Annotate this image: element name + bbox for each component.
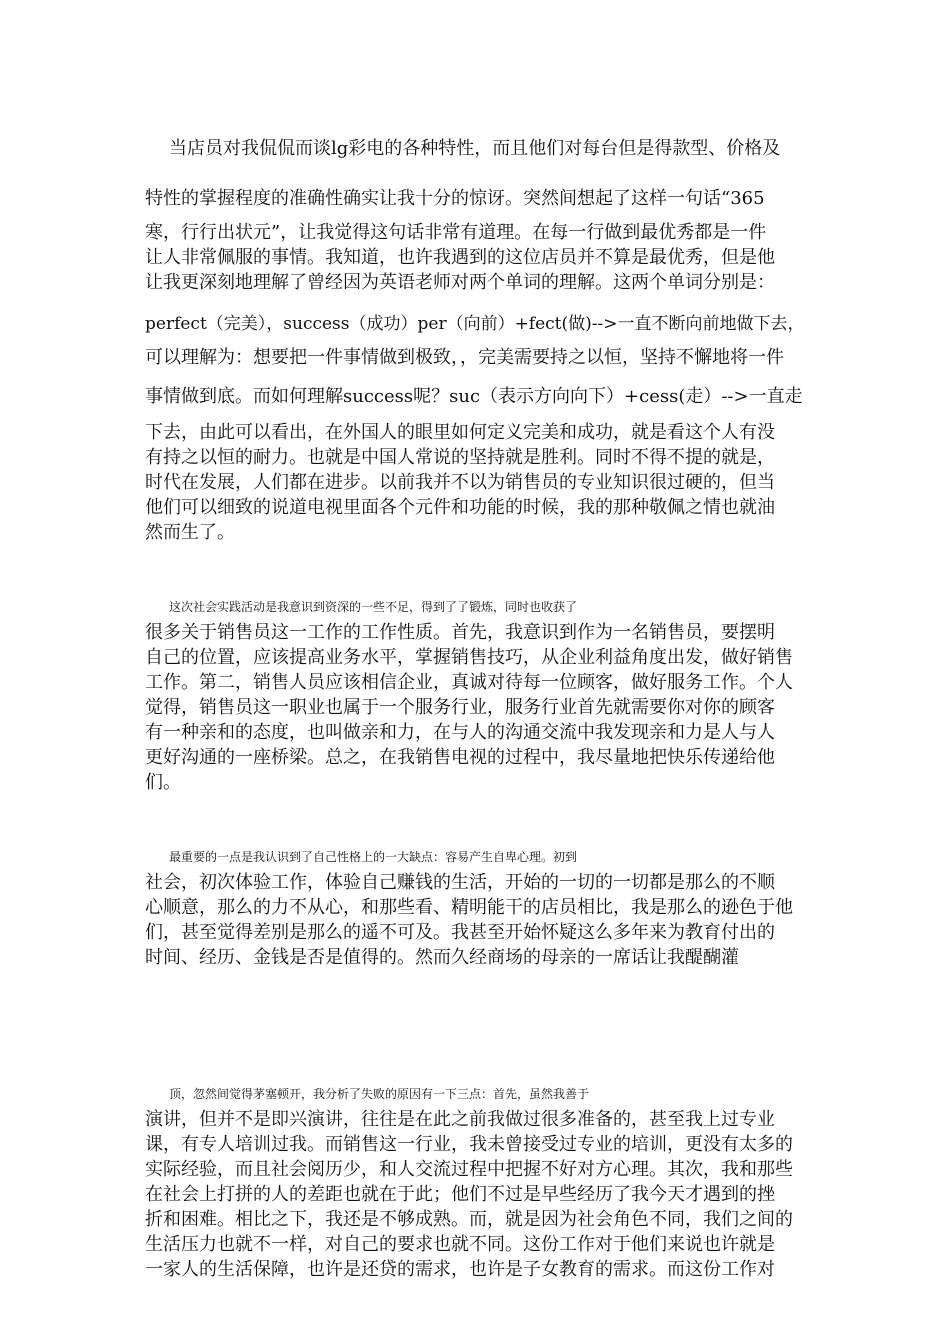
paragraph-line: 让我更深刻地理解了曾经因为英语老师对两个单词的理解。这两个单词分别是：: [145, 272, 775, 293]
paragraph-2: [145, 595, 810, 795]
paragraph-line: 自己的位置，应该提高业务水平，掌握销售技巧，从企业利益角度出发，做好销售: [145, 647, 793, 668]
paragraph-line: 们。: [145, 772, 181, 793]
paragraph-line: 社会，初次体验工作，体验自己赚钱的生活，开始的一切的一切都是那么的不顺: [145, 872, 775, 893]
paragraph-line: 有一种亲和的态度，也叫做亲和力，在与人的沟通交流中我发现亲和力是人与人: [145, 722, 775, 743]
paragraph-line: 课，有专人培训过我。而销售这一行业，我未曾接受过专业的培训，更没有太多的: [145, 1134, 793, 1155]
paragraph-line: 更好沟通的一座桥梁。总之，在我销售电视的过程中，我尽量地把快乐传递给他: [145, 747, 775, 768]
paragraph-line: 在社会上打拼的人的差距也就在于此；他们不过是早些经历了我今天才遇到的挫: [145, 1184, 775, 1205]
paragraph-line: 演讲，但并不是即兴演讲，往往是在此之前我做过很多准备的，甚至我上过专业: [145, 1109, 775, 1130]
paragraph-line: 实际经验，而且社会阅历少，和人交流过程中把握不好对方心理。其次，我和那些: [145, 1159, 793, 1180]
paragraph-line: 下去，由此可以看出，在外国人的眼里如何定义完美和成功，就是看这个人有没: [145, 422, 775, 443]
paragraph-line: perfect（完美），success（成功）per（向前）+fect(做)-->一直不断向前地做下去，: [145, 314, 805, 334]
paragraph-line: 可以理解为：想要把一件事情做到极致，，完美需要持之以恒，坚持不懈地将一件: [145, 347, 784, 368]
paragraph-line: 有持之以恒的耐力。也就是中国人常说的坚持就是胜利。同时不得不提的就是，: [145, 447, 775, 468]
paragraph-line: 一家人的生活保障，也许是还贷的需求，也许是子女教育的需求。而这份工作对: [145, 1259, 775, 1280]
paragraph-line: 工作。第二，销售人员应该相信企业，真诚对待每一位顾客，做好服务工作。个人: [145, 672, 793, 693]
paragraph-line: 时代在发展，人们都在进步。以前我并不以为销售员的专业知识很过硬的，但当: [145, 472, 775, 493]
paragraph-line: 最重要的一点是我认识到了自己性格上的一大缺点：容易产生自卑心理。初到: [169, 850, 578, 864]
paragraph-line: 事情做到底。而如何理解success呢？suc（表示方向向下）+cess(走）-->一直走: [145, 386, 803, 407]
paragraph-line: 很多关于销售员这一工作的工作性质。首先，我意识到作为一名销售员，要摆明: [145, 622, 775, 643]
paragraph-line: 顶，忽然间觉得茅塞顿开，我分析了失败的原因有一下三点：首先，虽然我善于: [169, 1087, 590, 1101]
paragraph-line: 他们可以细致的说道电视里面各个元件和功能的时候，我的那种敬佩之情也就油: [145, 497, 775, 518]
paragraph-line: 折和困难。相比之下，我还是不够成熟。而，就是因为社会角色不同，我们之间的: [145, 1209, 793, 1230]
paragraph-line: 当店员对我侃侃而谈lg彩电的各种特性，而且他们对每台但是得款型、价格及: [169, 138, 781, 159]
paragraph-line: 心顺意，那么的力不从心，和那些看、精明能干的店员相比，我是那么的逊色于他: [145, 897, 793, 918]
paragraph-line: 觉得，销售员这一职业也属于一个服务行业，服务行业首先就需要你对你的顾客: [145, 697, 775, 718]
paragraph-4: [145, 1082, 810, 1282]
paragraph-line: 生活压力也就不一样，对自己的要求也就不同。这份工作对于他们来说也许就是: [145, 1234, 775, 1255]
paragraph-line: 特性的掌握程度的准确性确实让我十分的惊讶。突然间想起了这样一句话“365: [145, 188, 765, 209]
paragraph-line: 时间、经历、金钱是否是值得的。然而久经商场的母亲的一席话让我醍醐灌: [145, 947, 739, 968]
paragraph-line: 让人非常佩服的事情。我知道，也许我遇到的这位店员并不算是最优秀，但是他: [145, 247, 775, 268]
paragraph-line: 们，甚至觉得差别是那么的遥不可及。我甚至开始怀疑这么多年来为教育付出的: [145, 922, 775, 943]
paragraph-line: 然而生了。: [145, 522, 235, 543]
paragraph-line: 这次社会实践活动是我意识到资深的一些不足，得到了了锻炼，同时也收获了: [169, 600, 578, 614]
paragraph-3: [145, 845, 810, 970]
paragraph-line: 寒，行行出状元”，让我觉得这句话非常有道理。在每一行做到最优秀都是一件: [145, 222, 767, 243]
